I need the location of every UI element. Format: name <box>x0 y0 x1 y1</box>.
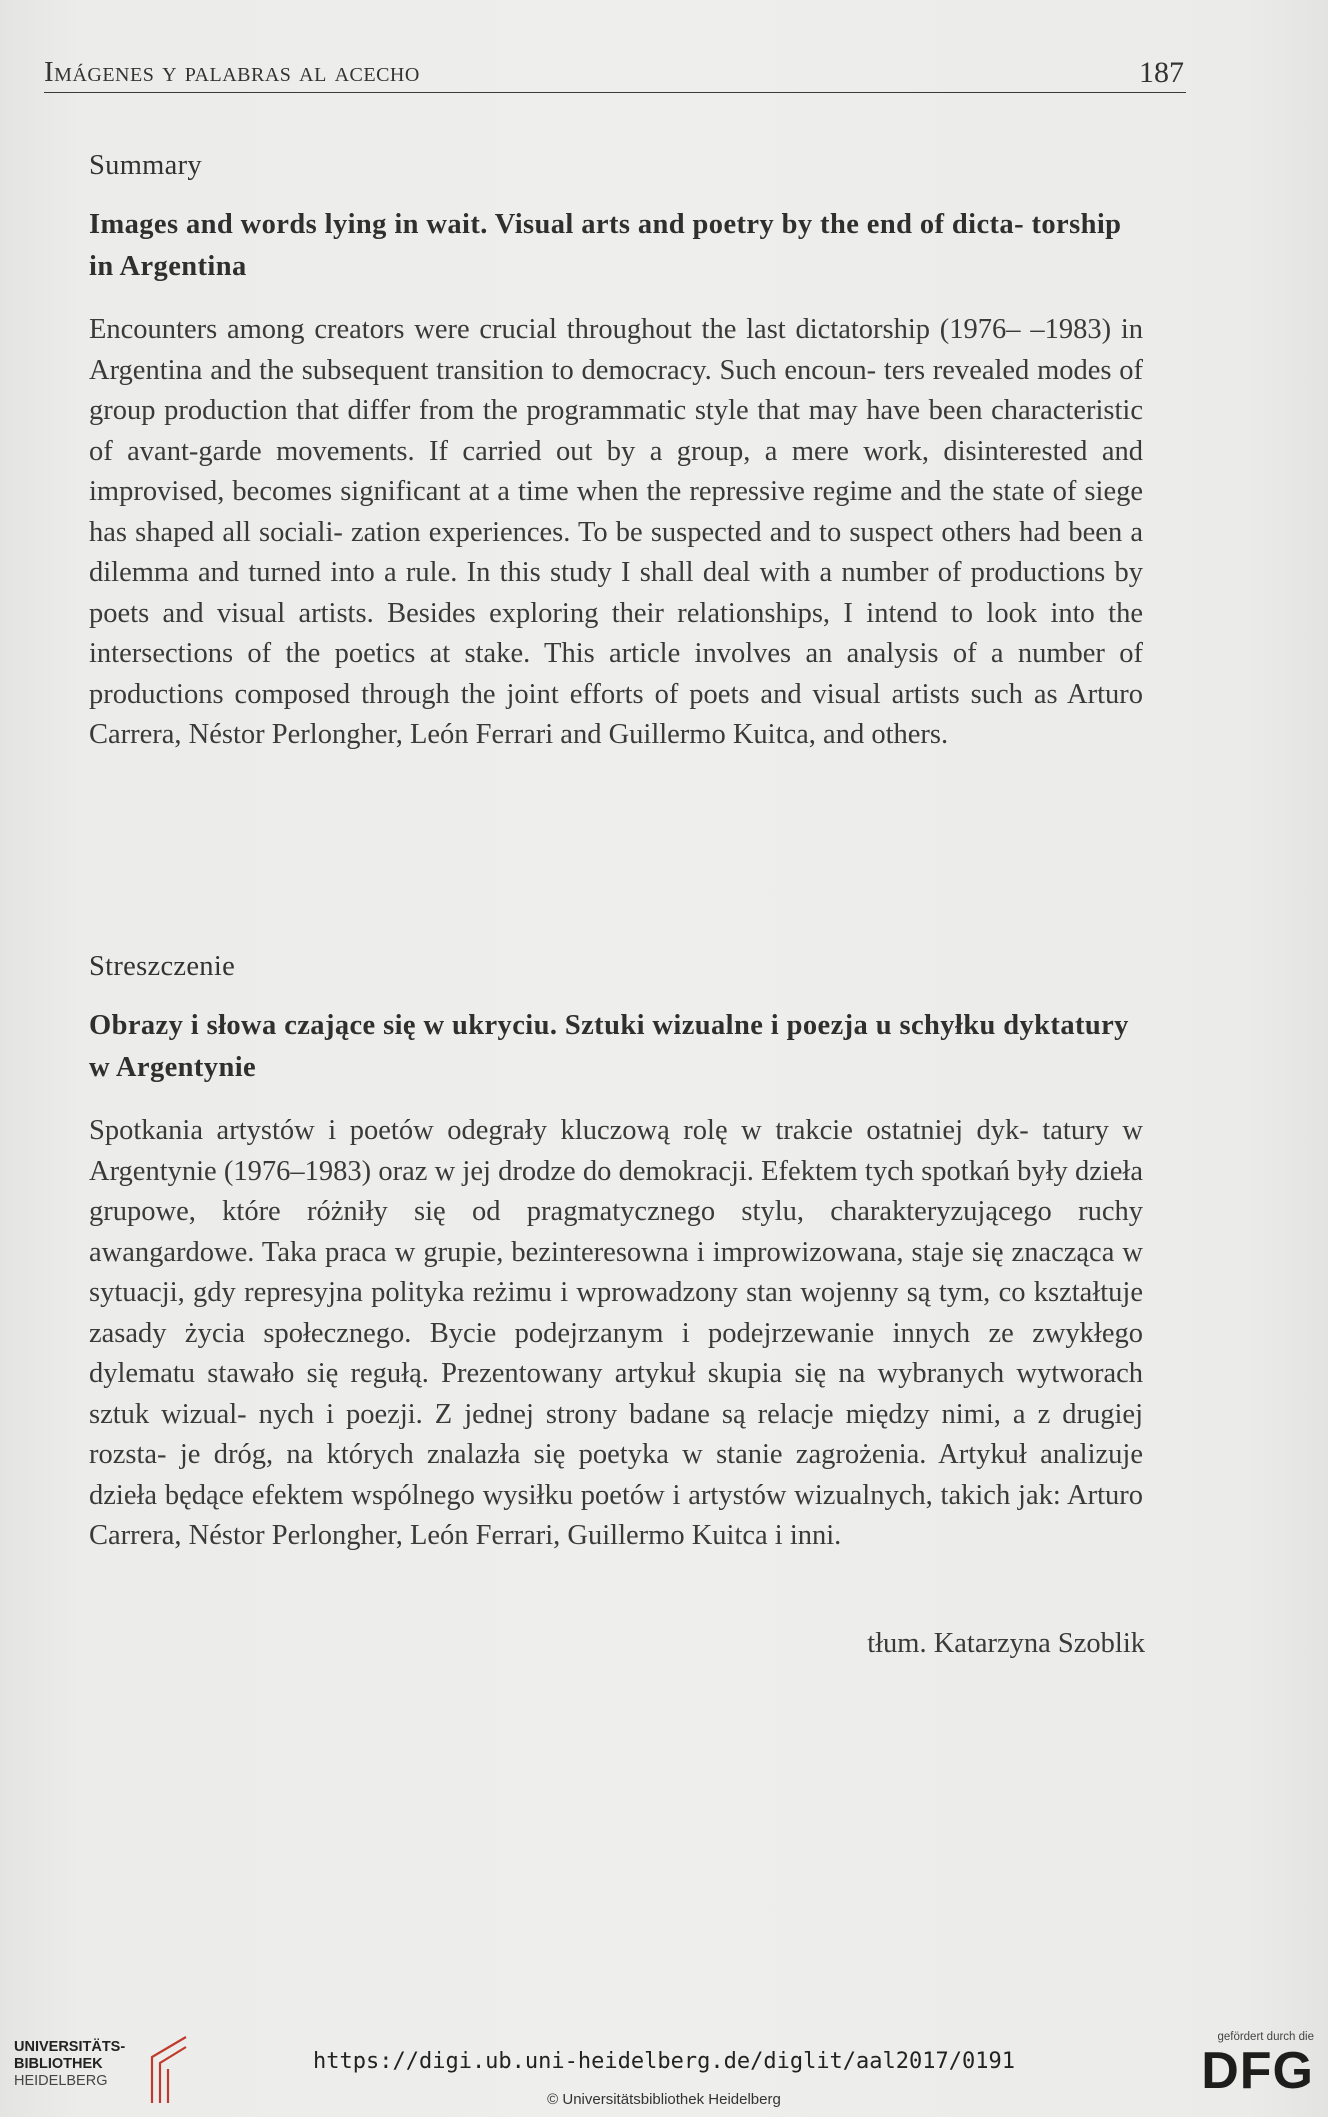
copyright-notice: © Universitätsbibliothek Heidelberg <box>547 2091 781 2108</box>
streszczenie-subtitle: Obrazy i słowa czające się w ukryciu. Sztuki wizualne i poezja u schyłku dyktatury w Argentynie <box>89 1010 1129 1083</box>
summary-body: Encounters among creators were crucial throughout the last dictatorship (1976– –1983) in Argentina and the subsequent transition to democracy. Such encoun- ters revealed modes of group production that differ from the programmatic style that may have been characteristic of avant-garde movements. If carried out by a group, a mere work, disinterested and improvised, becomes significant at a time when the repressive regime and the state of siege has shaped all sociali- zation experiences. To be suspected and to suspect others had been a dilemma and turned into a rule. In this study I shall deal with a number of productions by poets and visual artists. Besides exploring their relationships, I intend to look into the intersections of the poetics at stake. This article involves an analysis of a number of productions composed through the joint efforts of poets and visual artists such as Arturo Carrera, Néstor Perlongher, León Ferrari and Guillermo Kuitca, and others. <box>89 314 1143 750</box>
streszczenie-body: Spotkania artystów i poetów odegrały kluczową rolę w trakcie ostatniej dyk- tatury w Argentynie (1976–1983) oraz w jej drodze do demokracji. Efektem tych spotkań były dzieła grupowe, które różniły się od pragmatycznego stylu, charakteryzującego ruchy awangardowe. Taka praca w grupie, bezinteresowna i improwizowana, staje się znacząca w sytuacji, gdy represyjna polityka reżimu i wprowadzony stan wojenny są tym, co kształtuje zasady życia społecznego. Bycie podejrzanym i podejrzewanie innych ze zwykłego dylematu stawało się regułą. Prezentowany artykuł skupia się na wybranych wytworach sztuk wizual- nych i poezji. Z jednej strony badane są relacje między nimi, a z drugiej rozsta- je dróg, na których znalazła się poetyka w stanie zagrożenia. Artykuł analizuje dzieła będące efektem wspólnego wysiłku poetów i artystów wizualnych, takich jak: Arturo Carrera, Néstor Perlongher, León Ferrari, Guillermo Kuitca i inni. <box>89 1115 1143 1551</box>
summary-heading: Summary <box>89 150 202 181</box>
dfg-logo: DFG <box>1201 2042 1314 2100</box>
summary-english <box>89 150 1143 756</box>
dfg-logo-block[interactable] <box>1174 2031 1314 2115</box>
funded-by-label: gefördert durch die <box>1217 2031 1314 2043</box>
translator-credit: tłum. Katarzyna Szoblik <box>867 1628 1145 1659</box>
page-number: 187 <box>1139 56 1184 89</box>
running-head <box>44 52 1186 93</box>
library-name-line1: UNIVERSITÄTS- <box>14 2039 126 2055</box>
summary-subtitle: Images and words lying in wait. Visual arts and poetry by the end of dicta- torship in Argentina <box>89 209 1122 282</box>
summary-polish <box>89 951 1143 1557</box>
library-name-line3: HEIDELBERG <box>14 2073 108 2089</box>
source-url-link[interactable]: https://digi.ub.uni-heidelberg.de/diglit/aal2017/0191 <box>313 2049 1015 2074</box>
library-name-line2: BIBLIOTHEK <box>14 2056 103 2072</box>
streszczenie-heading: Streszczenie <box>89 951 236 982</box>
digitization-footer <box>0 1985 1328 2117</box>
running-head-title: Imágenes y palabras al acecho <box>44 56 420 88</box>
